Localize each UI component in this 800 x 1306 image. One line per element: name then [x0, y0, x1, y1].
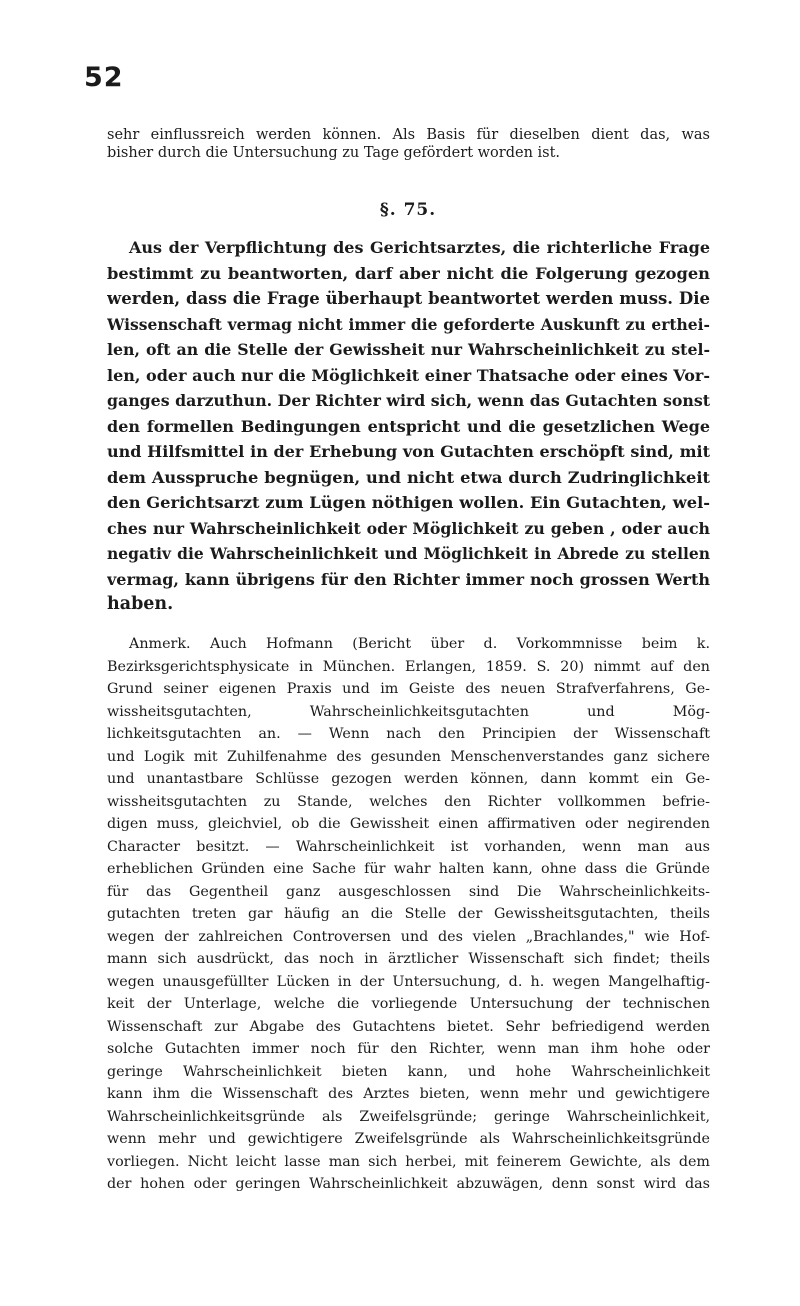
text-line: gutachten treten gar häufig an die Stelle der Gewissheitsgutachten, theils: [107, 906, 710, 922]
text-line: negativ die Wahrscheinlichkeit und Möglichkeit in Abrede zu stellen: [107, 544, 710, 563]
text-line: bisher durch die Untersuchung zu Tage gefördert worden ist.: [107, 145, 561, 161]
text-line: Anmerk. Auch Hofmann (Bericht über d. Vorkommnisse beim k.: [129, 636, 710, 652]
text-line: len, oder auch nur die Möglichkeit einer Thatsache oder eines Vor-: [107, 365, 710, 385]
text-line: für das Gegentheil ganz ausgeschlossen sind Die Wahrscheinlichkeits-: [107, 883, 710, 900]
text-line: Wissenschaft zur Abgabe des Gutachtens bietet. Sehr befriedigend werden: [107, 1018, 710, 1035]
section-heading: §. 75.: [379, 200, 437, 220]
text-line: mann sich ausdrückt, das noch in ärztlicher Wissenschaft sich findet; theils: [107, 951, 710, 967]
text-line: und unantastbare Schlüsse gezogen werden können, dann kommt ein Ge-: [107, 771, 710, 787]
text-line: solche Gutachten immer noch für den Richter, wenn man ihm hohe oder: [107, 1041, 710, 1057]
text-line: Character besitzt. — Wahrscheinlichkeit ist vorhanden, wenn man aus: [107, 838, 710, 855]
text-line: kann ihm die Wissenschaft des Arztes bieten, wenn mehr und gewichtigere: [107, 1086, 710, 1102]
text-line: Wahrscheinlichkeitsgründe als Zweifelsgründe; geringe Wahrscheinlichkeit,: [107, 1108, 710, 1125]
main-paragraph: [107, 235, 710, 618]
text-line: vorliegen. Nicht leicht lasse man sich herbei, mit feinerem Gewichte, als dem: [107, 1153, 710, 1170]
text-line: werden, dass die Frage überhaupt beantwortet werden muss. Die: [107, 289, 710, 308]
text-line: erheblichen Gründen eine Sache für wahr halten kann, ohne dass die Gründe: [107, 861, 710, 877]
text-line: und Hilfsmittel in der Erhebung von Gutachten erschöpft sind, mit: [107, 442, 710, 461]
text-line: lichkeitsgutachten an. — Wenn nach den Principien der Wissenschaft: [107, 726, 710, 742]
text-line: geringe Wahrscheinlichkeit bieten kann, und hohe Wahrscheinlichkeit: [107, 1063, 710, 1080]
text-line: haben.: [107, 594, 174, 614]
text-line: Grund seiner eigenen Praxis und im Geiste des neuen Strafverfahrens, Ge-: [107, 681, 710, 697]
text-line: bestimmt zu beantworten, darf aber nicht die Folgerung gezogen: [107, 263, 710, 283]
text-line: den formellen Bedingungen entspricht und die gesetzlichen Wege: [107, 416, 710, 436]
text-line: ganges darzuthun. Der Richter wird sich, wenn das Gutachten sonst: [107, 391, 710, 410]
annotation-paragraph: [107, 633, 710, 1196]
text-line: sehr einflussreich werden können. Als Basis für dieselben dient das, was: [107, 127, 710, 143]
text-line: dem Ausspruche begnügen, und nicht etwa durch Zudringlichkeit: [107, 467, 710, 487]
text-line: der hohen oder geringen Wahrscheinlichkeit abzuwägen, denn sonst wird das: [107, 1176, 710, 1192]
text-line: Wissenschaft vermag nicht immer die geforderte Auskunft zu erthei-: [107, 314, 710, 334]
intro-paragraph: [107, 126, 710, 162]
page-number: 52: [84, 62, 124, 93]
text-line: wissheitsgutachten, Wahrscheinlichkeitsgutachten und Mög-: [107, 703, 710, 720]
text-line: digen muss, gleichviel, ob die Gewissheit einen affirmativen oder negirenden: [107, 816, 710, 832]
text-line: ches nur Wahrscheinlichkeit oder Möglichkeit zu geben , oder auch: [107, 518, 710, 538]
text-line: wenn mehr und gewichtigere Zweifelsgründe als Wahrscheinlichkeitsgründe: [107, 1131, 710, 1147]
text-line: vermag, kann übrigens für den Richter immer noch grossen Werth: [107, 569, 710, 589]
text-line: und Logik mit Zuhilfenahme des gesunden Menschenverstandes ganz sichere: [107, 748, 710, 765]
text-line: wegen der zahlreichen Controversen und des vielen „Brachlandes," wie Hof-: [107, 928, 710, 945]
text-line: Aus der Verpflichtung des Gerichtsarztes, die richterliche Frage: [129, 238, 710, 257]
text-line: wegen unausgefüllter Lücken in der Untersuchung, d. h. wegen Mangelhaftig-: [107, 973, 710, 990]
text-line: len, oft an die Stelle der Gewissheit nur Wahrscheinlichkeit zu stel-: [107, 340, 710, 359]
text-line: Bezirksgerichtsphysicate in München. Erlangen, 1859. S. 20) nimmt auf den: [107, 658, 710, 675]
text-line: keit der Unterlage, welche die vorliegende Untersuchung der technischen: [107, 996, 710, 1012]
text-line: wissheitsgutachten zu Stande, welches den Richter vollkommen befrie-: [107, 793, 710, 810]
text-line: den Gerichtsarzt zum Lügen nöthigen wollen. Ein Gutachten, wel-: [107, 493, 710, 512]
